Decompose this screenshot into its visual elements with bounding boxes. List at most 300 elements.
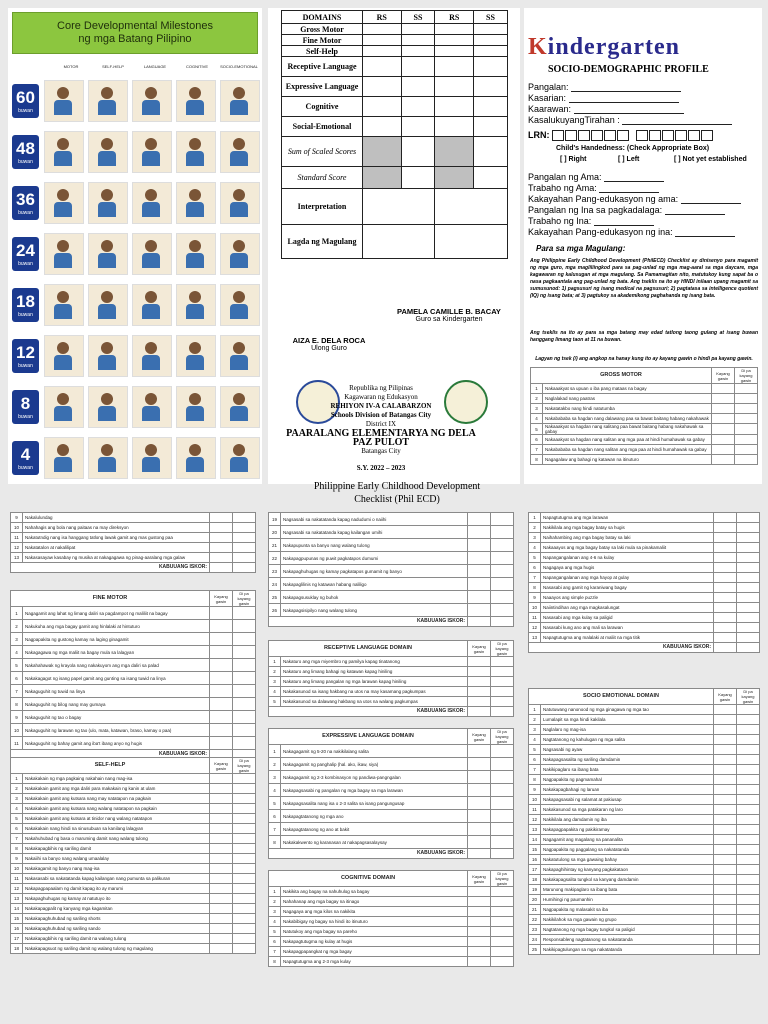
check-cell[interactable] [233, 794, 256, 804]
check-cell[interactable] [491, 539, 514, 552]
check-cell[interactable] [737, 755, 760, 765]
lrn-digit-box[interactable] [701, 130, 713, 141]
check-cell[interactable] [468, 657, 491, 667]
check-cell[interactable] [210, 774, 233, 784]
total-cell[interactable] [714, 643, 737, 653]
check-cell[interactable] [210, 737, 233, 750]
check-cell[interactable] [233, 646, 256, 659]
profile-field[interactable] [528, 115, 732, 125]
check-cell[interactable] [233, 543, 256, 553]
check-cell[interactable] [714, 785, 737, 795]
field-line[interactable] [569, 94, 679, 103]
check-cell[interactable] [714, 715, 737, 725]
check-cell[interactable] [737, 905, 760, 915]
check-cell[interactable] [737, 885, 760, 895]
check-cell[interactable] [737, 745, 760, 755]
check-cell[interactable] [210, 934, 233, 944]
check-cell[interactable] [210, 659, 233, 672]
check-cell[interactable] [714, 735, 737, 745]
check-cell[interactable] [468, 887, 491, 897]
check-cell[interactable] [233, 804, 256, 814]
check-cell[interactable] [737, 895, 760, 905]
hand-none[interactable]: [ ] Not yet established [674, 156, 747, 163]
check-cell[interactable] [491, 957, 514, 967]
check-cell[interactable] [714, 583, 737, 593]
total-cell[interactable] [737, 643, 760, 653]
score-cell[interactable] [363, 77, 402, 97]
check-cell[interactable] [468, 907, 491, 917]
check-cell[interactable] [233, 884, 256, 894]
check-cell[interactable] [714, 885, 737, 895]
score-cell[interactable] [363, 225, 435, 259]
check-cell[interactable] [737, 805, 760, 815]
check-cell[interactable] [468, 771, 491, 784]
lrn-digit-box[interactable] [565, 130, 577, 141]
check-cell[interactable] [735, 455, 758, 465]
total-cell[interactable] [233, 563, 256, 573]
check-cell[interactable] [714, 845, 737, 855]
field-line[interactable] [681, 195, 741, 204]
check-cell[interactable] [714, 945, 737, 955]
check-cell[interactable] [468, 552, 491, 565]
check-cell[interactable] [737, 775, 760, 785]
score-cell[interactable] [474, 137, 508, 167]
check-cell[interactable] [491, 937, 514, 947]
check-cell[interactable] [468, 687, 491, 697]
field-line[interactable] [574, 105, 684, 114]
check-cell[interactable] [233, 533, 256, 543]
check-cell[interactable] [468, 957, 491, 967]
check-cell[interactable] [735, 445, 758, 455]
check-cell[interactable] [491, 667, 514, 677]
score-cell[interactable] [474, 97, 508, 117]
score-cell[interactable] [401, 46, 435, 57]
check-cell[interactable] [210, 711, 233, 724]
score-cell[interactable] [401, 77, 435, 97]
check-cell[interactable] [491, 927, 514, 937]
score-cell[interactable] [435, 24, 474, 35]
check-cell[interactable] [233, 607, 256, 620]
check-cell[interactable] [737, 865, 760, 875]
check-cell[interactable] [210, 844, 233, 854]
check-cell[interactable] [468, 897, 491, 907]
score-cell[interactable] [435, 35, 474, 46]
check-cell[interactable] [737, 623, 760, 633]
check-cell[interactable] [491, 687, 514, 697]
check-cell[interactable] [491, 907, 514, 917]
lrn-digit-box[interactable] [636, 130, 648, 141]
check-cell[interactable] [233, 814, 256, 824]
check-cell[interactable] [233, 904, 256, 914]
check-cell[interactable] [210, 834, 233, 844]
check-cell[interactable] [712, 384, 735, 394]
total-cell[interactable] [491, 617, 514, 627]
lrn-digit-box[interactable] [649, 130, 661, 141]
check-cell[interactable] [737, 573, 760, 583]
lrn-digit-box[interactable] [578, 130, 590, 141]
parent-field[interactable] [528, 194, 741, 204]
check-cell[interactable] [233, 824, 256, 834]
total-cell[interactable] [468, 707, 491, 717]
check-cell[interactable] [714, 765, 737, 775]
check-cell[interactable] [737, 633, 760, 643]
check-cell[interactable] [491, 526, 514, 539]
check-cell[interactable] [712, 404, 735, 414]
check-cell[interactable] [233, 513, 256, 523]
check-cell[interactable] [468, 513, 491, 526]
score-cell[interactable] [435, 189, 508, 225]
score-cell[interactable] [401, 97, 435, 117]
total-cell[interactable] [491, 849, 514, 859]
check-cell[interactable] [737, 725, 760, 735]
check-cell[interactable] [233, 774, 256, 784]
check-cell[interactable] [233, 934, 256, 944]
total-cell[interactable] [491, 707, 514, 717]
check-cell[interactable] [491, 578, 514, 591]
parent-field[interactable] [528, 205, 725, 215]
check-cell[interactable] [210, 874, 233, 884]
check-cell[interactable] [714, 725, 737, 735]
check-cell[interactable] [468, 823, 491, 836]
check-cell[interactable] [210, 894, 233, 904]
check-cell[interactable] [714, 895, 737, 905]
lrn-digit-box[interactable] [604, 130, 616, 141]
check-cell[interactable] [233, 672, 256, 685]
lrn-boxes[interactable] [552, 130, 714, 140]
check-cell[interactable] [468, 797, 491, 810]
check-cell[interactable] [737, 513, 760, 523]
score-cell[interactable] [363, 57, 402, 77]
check-cell[interactable] [468, 697, 491, 707]
score-cell[interactable] [401, 57, 435, 77]
check-cell[interactable] [491, 887, 514, 897]
lrn-digit-box[interactable] [552, 130, 564, 141]
field-line[interactable] [665, 206, 725, 215]
check-cell[interactable] [233, 914, 256, 924]
check-cell[interactable] [210, 672, 233, 685]
check-cell[interactable] [491, 677, 514, 687]
score-cell[interactable] [363, 97, 402, 117]
check-cell[interactable] [737, 583, 760, 593]
check-cell[interactable] [714, 925, 737, 935]
check-cell[interactable] [737, 925, 760, 935]
check-cell[interactable] [737, 543, 760, 553]
check-cell[interactable] [468, 677, 491, 687]
score-cell[interactable] [435, 225, 508, 259]
field-line[interactable] [675, 228, 735, 237]
check-cell[interactable] [737, 855, 760, 865]
check-cell[interactable] [233, 864, 256, 874]
field-line[interactable] [594, 217, 654, 226]
check-cell[interactable] [210, 646, 233, 659]
check-cell[interactable] [210, 904, 233, 914]
check-cell[interactable] [210, 794, 233, 804]
check-cell[interactable] [233, 834, 256, 844]
check-cell[interactable] [468, 745, 491, 758]
check-cell[interactable] [491, 591, 514, 604]
check-cell[interactable] [737, 875, 760, 885]
check-cell[interactable] [468, 539, 491, 552]
score-cell[interactable] [474, 24, 508, 35]
total-cell[interactable] [210, 563, 233, 573]
check-cell[interactable] [468, 604, 491, 617]
check-cell[interactable] [735, 394, 758, 404]
check-cell[interactable] [491, 797, 514, 810]
lrn-digit-box[interactable] [662, 130, 674, 141]
score-cell[interactable] [474, 117, 508, 137]
check-cell[interactable] [210, 824, 233, 834]
check-cell[interactable] [712, 394, 735, 404]
check-cell[interactable] [714, 533, 737, 543]
total-cell[interactable] [468, 617, 491, 627]
check-cell[interactable] [714, 593, 737, 603]
score-cell[interactable] [474, 77, 508, 97]
check-cell[interactable] [491, 745, 514, 758]
parent-field[interactable] [528, 216, 654, 226]
check-cell[interactable] [491, 771, 514, 784]
score-cell[interactable] [363, 46, 402, 57]
check-cell[interactable] [737, 553, 760, 563]
check-cell[interactable] [210, 804, 233, 814]
check-cell[interactable] [714, 613, 737, 623]
check-cell[interactable] [737, 613, 760, 623]
score-cell[interactable] [435, 77, 474, 97]
check-cell[interactable] [468, 591, 491, 604]
check-cell[interactable] [737, 845, 760, 855]
check-cell[interactable] [714, 755, 737, 765]
score-cell[interactable] [363, 35, 402, 46]
check-cell[interactable] [712, 455, 735, 465]
check-cell[interactable] [468, 565, 491, 578]
check-cell[interactable] [491, 810, 514, 823]
score-cell[interactable] [401, 137, 435, 167]
check-cell[interactable] [737, 523, 760, 533]
check-cell[interactable] [491, 823, 514, 836]
check-cell[interactable] [233, 553, 256, 563]
check-cell[interactable] [737, 945, 760, 955]
check-cell[interactable] [491, 784, 514, 797]
check-cell[interactable] [712, 424, 735, 435]
check-cell[interactable] [468, 917, 491, 927]
profile-field[interactable] [528, 93, 679, 103]
check-cell[interactable] [491, 513, 514, 526]
hand-right[interactable]: [ ] Right [560, 156, 587, 163]
check-cell[interactable] [233, 784, 256, 794]
check-cell[interactable] [233, 685, 256, 698]
lrn-digit-box[interactable] [591, 130, 603, 141]
check-cell[interactable] [714, 875, 737, 885]
check-cell[interactable] [468, 836, 491, 849]
parent-field[interactable] [528, 183, 659, 193]
check-cell[interactable] [735, 424, 758, 435]
profile-field[interactable] [528, 104, 684, 114]
check-cell[interactable] [714, 935, 737, 945]
check-cell[interactable] [233, 620, 256, 633]
check-cell[interactable] [714, 805, 737, 815]
check-cell[interactable] [737, 795, 760, 805]
check-cell[interactable] [735, 435, 758, 445]
check-cell[interactable] [210, 698, 233, 711]
check-cell[interactable] [714, 553, 737, 563]
profile-field[interactable] [528, 82, 681, 92]
check-cell[interactable] [737, 835, 760, 845]
field-line[interactable] [622, 116, 732, 125]
check-cell[interactable] [491, 947, 514, 957]
check-cell[interactable] [210, 523, 233, 533]
check-cell[interactable] [210, 884, 233, 894]
check-cell[interactable] [233, 844, 256, 854]
field-line[interactable] [571, 83, 681, 92]
check-cell[interactable] [233, 737, 256, 750]
score-cell[interactable] [363, 189, 435, 225]
check-cell[interactable] [210, 533, 233, 543]
check-cell[interactable] [737, 705, 760, 715]
lrn-digit-box[interactable] [688, 130, 700, 141]
check-cell[interactable] [491, 917, 514, 927]
check-cell[interactable] [737, 815, 760, 825]
check-cell[interactable] [468, 526, 491, 539]
check-cell[interactable] [714, 523, 737, 533]
check-cell[interactable] [714, 603, 737, 613]
check-cell[interactable] [735, 414, 758, 424]
score-cell[interactable] [474, 46, 508, 57]
check-cell[interactable] [210, 864, 233, 874]
check-cell[interactable] [737, 765, 760, 775]
field-line[interactable] [604, 173, 664, 182]
check-cell[interactable] [491, 836, 514, 849]
check-cell[interactable] [714, 775, 737, 785]
score-cell[interactable] [474, 57, 508, 77]
check-cell[interactable] [714, 915, 737, 925]
check-cell[interactable] [210, 854, 233, 864]
check-cell[interactable] [737, 533, 760, 543]
check-cell[interactable] [714, 815, 737, 825]
check-cell[interactable] [233, 944, 256, 954]
check-cell[interactable] [210, 553, 233, 563]
check-cell[interactable] [210, 513, 233, 523]
check-cell[interactable] [491, 697, 514, 707]
check-cell[interactable] [210, 784, 233, 794]
check-cell[interactable] [714, 543, 737, 553]
check-cell[interactable] [210, 814, 233, 824]
score-cell[interactable] [363, 24, 402, 35]
score-cell[interactable] [474, 167, 508, 189]
check-cell[interactable] [737, 563, 760, 573]
check-cell[interactable] [735, 384, 758, 394]
check-cell[interactable] [468, 578, 491, 591]
check-cell[interactable] [210, 914, 233, 924]
score-cell[interactable] [401, 117, 435, 137]
check-cell[interactable] [468, 927, 491, 937]
score-cell[interactable] [474, 35, 508, 46]
check-cell[interactable] [210, 944, 233, 954]
score-cell[interactable] [401, 35, 435, 46]
parent-field[interactable] [528, 227, 735, 237]
check-cell[interactable] [714, 745, 737, 755]
check-cell[interactable] [233, 874, 256, 884]
check-cell[interactable] [714, 705, 737, 715]
check-cell[interactable] [491, 604, 514, 617]
check-cell[interactable] [468, 784, 491, 797]
check-cell[interactable] [233, 724, 256, 737]
check-cell[interactable] [210, 543, 233, 553]
score-cell[interactable] [435, 97, 474, 117]
check-cell[interactable] [712, 445, 735, 455]
check-cell[interactable] [714, 633, 737, 643]
check-cell[interactable] [233, 924, 256, 934]
check-cell[interactable] [233, 523, 256, 533]
check-cell[interactable] [210, 724, 233, 737]
check-cell[interactable] [468, 810, 491, 823]
check-cell[interactable] [737, 715, 760, 725]
check-cell[interactable] [233, 633, 256, 646]
score-cell[interactable] [435, 46, 474, 57]
check-cell[interactable] [491, 565, 514, 578]
check-cell[interactable] [737, 785, 760, 795]
score-cell[interactable] [401, 24, 435, 35]
check-cell[interactable] [737, 915, 760, 925]
check-cell[interactable] [468, 937, 491, 947]
check-cell[interactable] [491, 897, 514, 907]
check-cell[interactable] [714, 855, 737, 865]
check-cell[interactable] [737, 593, 760, 603]
check-cell[interactable] [735, 404, 758, 414]
check-cell[interactable] [712, 414, 735, 424]
check-cell[interactable] [714, 865, 737, 875]
check-cell[interactable] [737, 603, 760, 613]
check-cell[interactable] [714, 795, 737, 805]
check-cell[interactable] [737, 825, 760, 835]
field-line[interactable] [599, 184, 659, 193]
check-cell[interactable] [737, 735, 760, 745]
check-cell[interactable] [233, 659, 256, 672]
total-cell[interactable] [468, 849, 491, 859]
parent-field[interactable] [528, 172, 664, 182]
check-cell[interactable] [233, 894, 256, 904]
check-cell[interactable] [468, 667, 491, 677]
check-cell[interactable] [712, 435, 735, 445]
check-cell[interactable] [233, 854, 256, 864]
check-cell[interactable] [737, 935, 760, 945]
check-cell[interactable] [468, 758, 491, 771]
check-cell[interactable] [233, 711, 256, 724]
check-cell[interactable] [714, 573, 737, 583]
check-cell[interactable] [714, 825, 737, 835]
check-cell[interactable] [714, 835, 737, 845]
score-cell[interactable] [401, 167, 435, 189]
score-cell[interactable] [435, 57, 474, 77]
lrn-digit-box[interactable] [675, 130, 687, 141]
check-cell[interactable] [210, 607, 233, 620]
score-cell[interactable] [435, 117, 474, 137]
check-cell[interactable] [468, 947, 491, 957]
check-cell[interactable] [233, 698, 256, 711]
check-cell[interactable] [210, 620, 233, 633]
check-cell[interactable] [714, 513, 737, 523]
check-cell[interactable] [210, 633, 233, 646]
lrn-digit-box[interactable] [617, 130, 629, 141]
check-cell[interactable] [491, 657, 514, 667]
check-cell[interactable] [491, 758, 514, 771]
check-cell[interactable] [714, 623, 737, 633]
hand-left[interactable]: [ ] Left [618, 156, 640, 163]
check-cell[interactable] [491, 552, 514, 565]
check-cell[interactable] [714, 905, 737, 915]
score-cell[interactable] [363, 117, 402, 137]
check-cell[interactable] [210, 924, 233, 934]
check-cell[interactable] [714, 563, 737, 573]
check-cell[interactable] [210, 685, 233, 698]
